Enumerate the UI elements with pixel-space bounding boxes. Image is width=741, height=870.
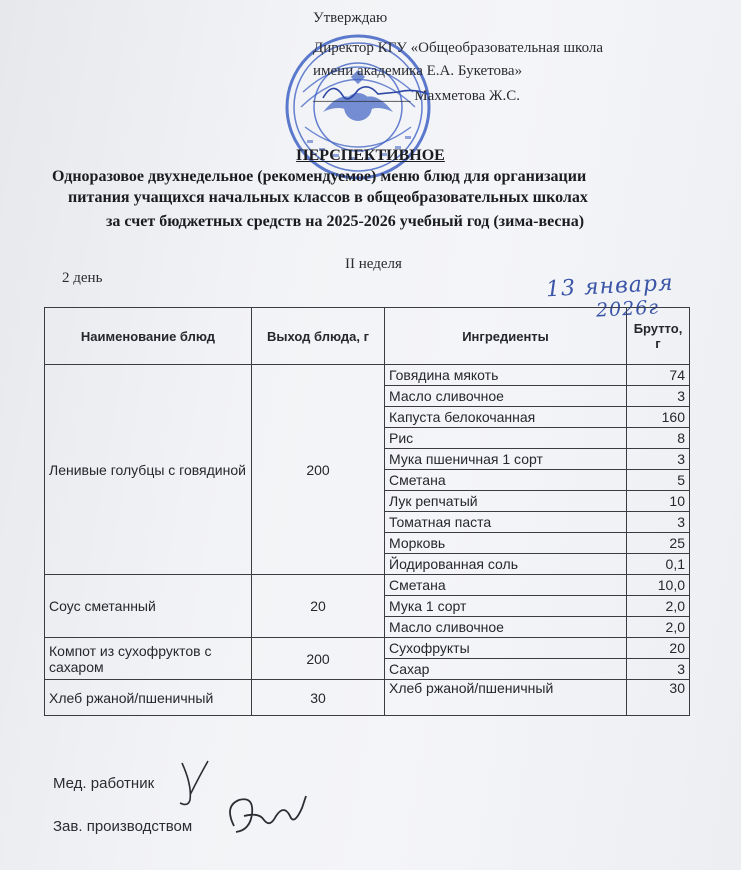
ingredient-cell: Лук репчатый bbox=[385, 491, 627, 512]
ingredient-cell: Говядина мякоть bbox=[385, 365, 627, 386]
brutto-cell: 5 bbox=[627, 470, 690, 491]
handwritten-date-line-2: 2026г bbox=[595, 296, 660, 322]
ingredient-cell: Рис bbox=[385, 428, 627, 449]
week-label: II неделя bbox=[345, 256, 402, 272]
ingredient-cell: Хлеб ржаной/пшеничный bbox=[385, 680, 627, 716]
approval-line-1: Утверждаю bbox=[313, 10, 388, 26]
yield-cell: 20 bbox=[252, 575, 385, 638]
ingredient-cell: Сметана bbox=[385, 575, 627, 596]
brutto-cell: 8 bbox=[627, 428, 690, 449]
ingredient-cell: Сахар bbox=[385, 659, 627, 680]
dish-cell: Соус сметанный bbox=[45, 575, 252, 638]
ingredient-cell: Йодированная соль bbox=[385, 554, 627, 575]
brutto-cell: 0,1 bbox=[627, 554, 690, 575]
table-header-row bbox=[45, 308, 690, 365]
approval-line-4: _____________ Махметова Ж.С. bbox=[313, 88, 520, 104]
ingredient-cell: Сметана bbox=[385, 470, 627, 491]
med-worker-signature bbox=[170, 755, 220, 810]
brutto-cell: 10 bbox=[627, 491, 690, 512]
ingredient-cell: Мука пшеничная 1 сорт bbox=[385, 449, 627, 470]
yield-cell: 200 bbox=[252, 365, 385, 575]
production-head-label: Зав. производством bbox=[53, 818, 193, 835]
ingredient-cell: Капуста белокочанная bbox=[385, 407, 627, 428]
header-yield: Выход блюда, г bbox=[252, 308, 385, 365]
ingredient-cell: Масло сливочное bbox=[385, 386, 627, 407]
approval-line-3: имени академика Е.А. Букетова» bbox=[313, 63, 523, 79]
brutto-cell: 3 bbox=[627, 386, 690, 407]
table-row bbox=[45, 365, 690, 386]
brutto-cell: 10,0 bbox=[627, 575, 690, 596]
header-brutto: Брутто, г bbox=[627, 308, 690, 365]
brutto-cell: 74 bbox=[627, 365, 690, 386]
ingredient-cell: Масло сливочное bbox=[385, 617, 627, 638]
yield-cell: 200 bbox=[252, 638, 385, 680]
title-line-4: за счет бюджетных средств на 2025-2026 учебный год (зима-весна) bbox=[106, 213, 585, 230]
approval-line-2: Директор КГУ «Общеобразовательная школа bbox=[313, 40, 604, 56]
header-dish: Наименование блюд bbox=[45, 308, 252, 365]
brutto-cell: 3 bbox=[627, 512, 690, 533]
brutto-cell: 2,0 bbox=[627, 596, 690, 617]
dish-cell: Хлеб ржаной/пшеничный bbox=[45, 680, 252, 716]
header-ingredients: Ингредиенты bbox=[385, 308, 627, 365]
production-head-signature bbox=[214, 786, 314, 846]
brutto-cell: 3 bbox=[627, 449, 690, 470]
yield-cell: 30 bbox=[252, 680, 385, 716]
brutto-cell: 25 bbox=[627, 533, 690, 554]
director-signature bbox=[318, 78, 438, 108]
dish-cell: Ленивые голубцы с говядиной bbox=[45, 365, 252, 575]
title-heading: ПЕРСПЕКТИВНОЕ bbox=[296, 147, 445, 164]
brutto-cell: 20 bbox=[627, 638, 690, 659]
menu-table bbox=[44, 307, 690, 716]
ingredient-cell: Томатная паста bbox=[385, 512, 627, 533]
ingredient-cell: Мука 1 сорт bbox=[385, 596, 627, 617]
brutto-cell: 3 bbox=[627, 659, 690, 680]
ingredient-cell: Сухофрукты bbox=[385, 638, 627, 659]
table-row bbox=[45, 680, 690, 716]
handwritten-date-line-1: 13 января bbox=[545, 270, 675, 303]
brutto-cell: 30 bbox=[627, 680, 690, 716]
table-row bbox=[45, 575, 690, 596]
med-worker-label: Мед. работник bbox=[53, 775, 155, 792]
brutto-cell: 2,0 bbox=[627, 617, 690, 638]
brutto-cell: 160 bbox=[627, 407, 690, 428]
ingredient-cell: Морковь bbox=[385, 533, 627, 554]
dish-cell: Компот из сухофруктов с сахаром bbox=[45, 638, 252, 680]
title-line-3: питания учащихся начальных классов в общеобразовательных школах bbox=[68, 189, 588, 206]
day-label: 2 день bbox=[62, 270, 103, 286]
table-row bbox=[45, 638, 690, 659]
title-line-2: Одноразовое двухнедельное (рекомендуемое) меню блюд для организации bbox=[52, 168, 587, 185]
